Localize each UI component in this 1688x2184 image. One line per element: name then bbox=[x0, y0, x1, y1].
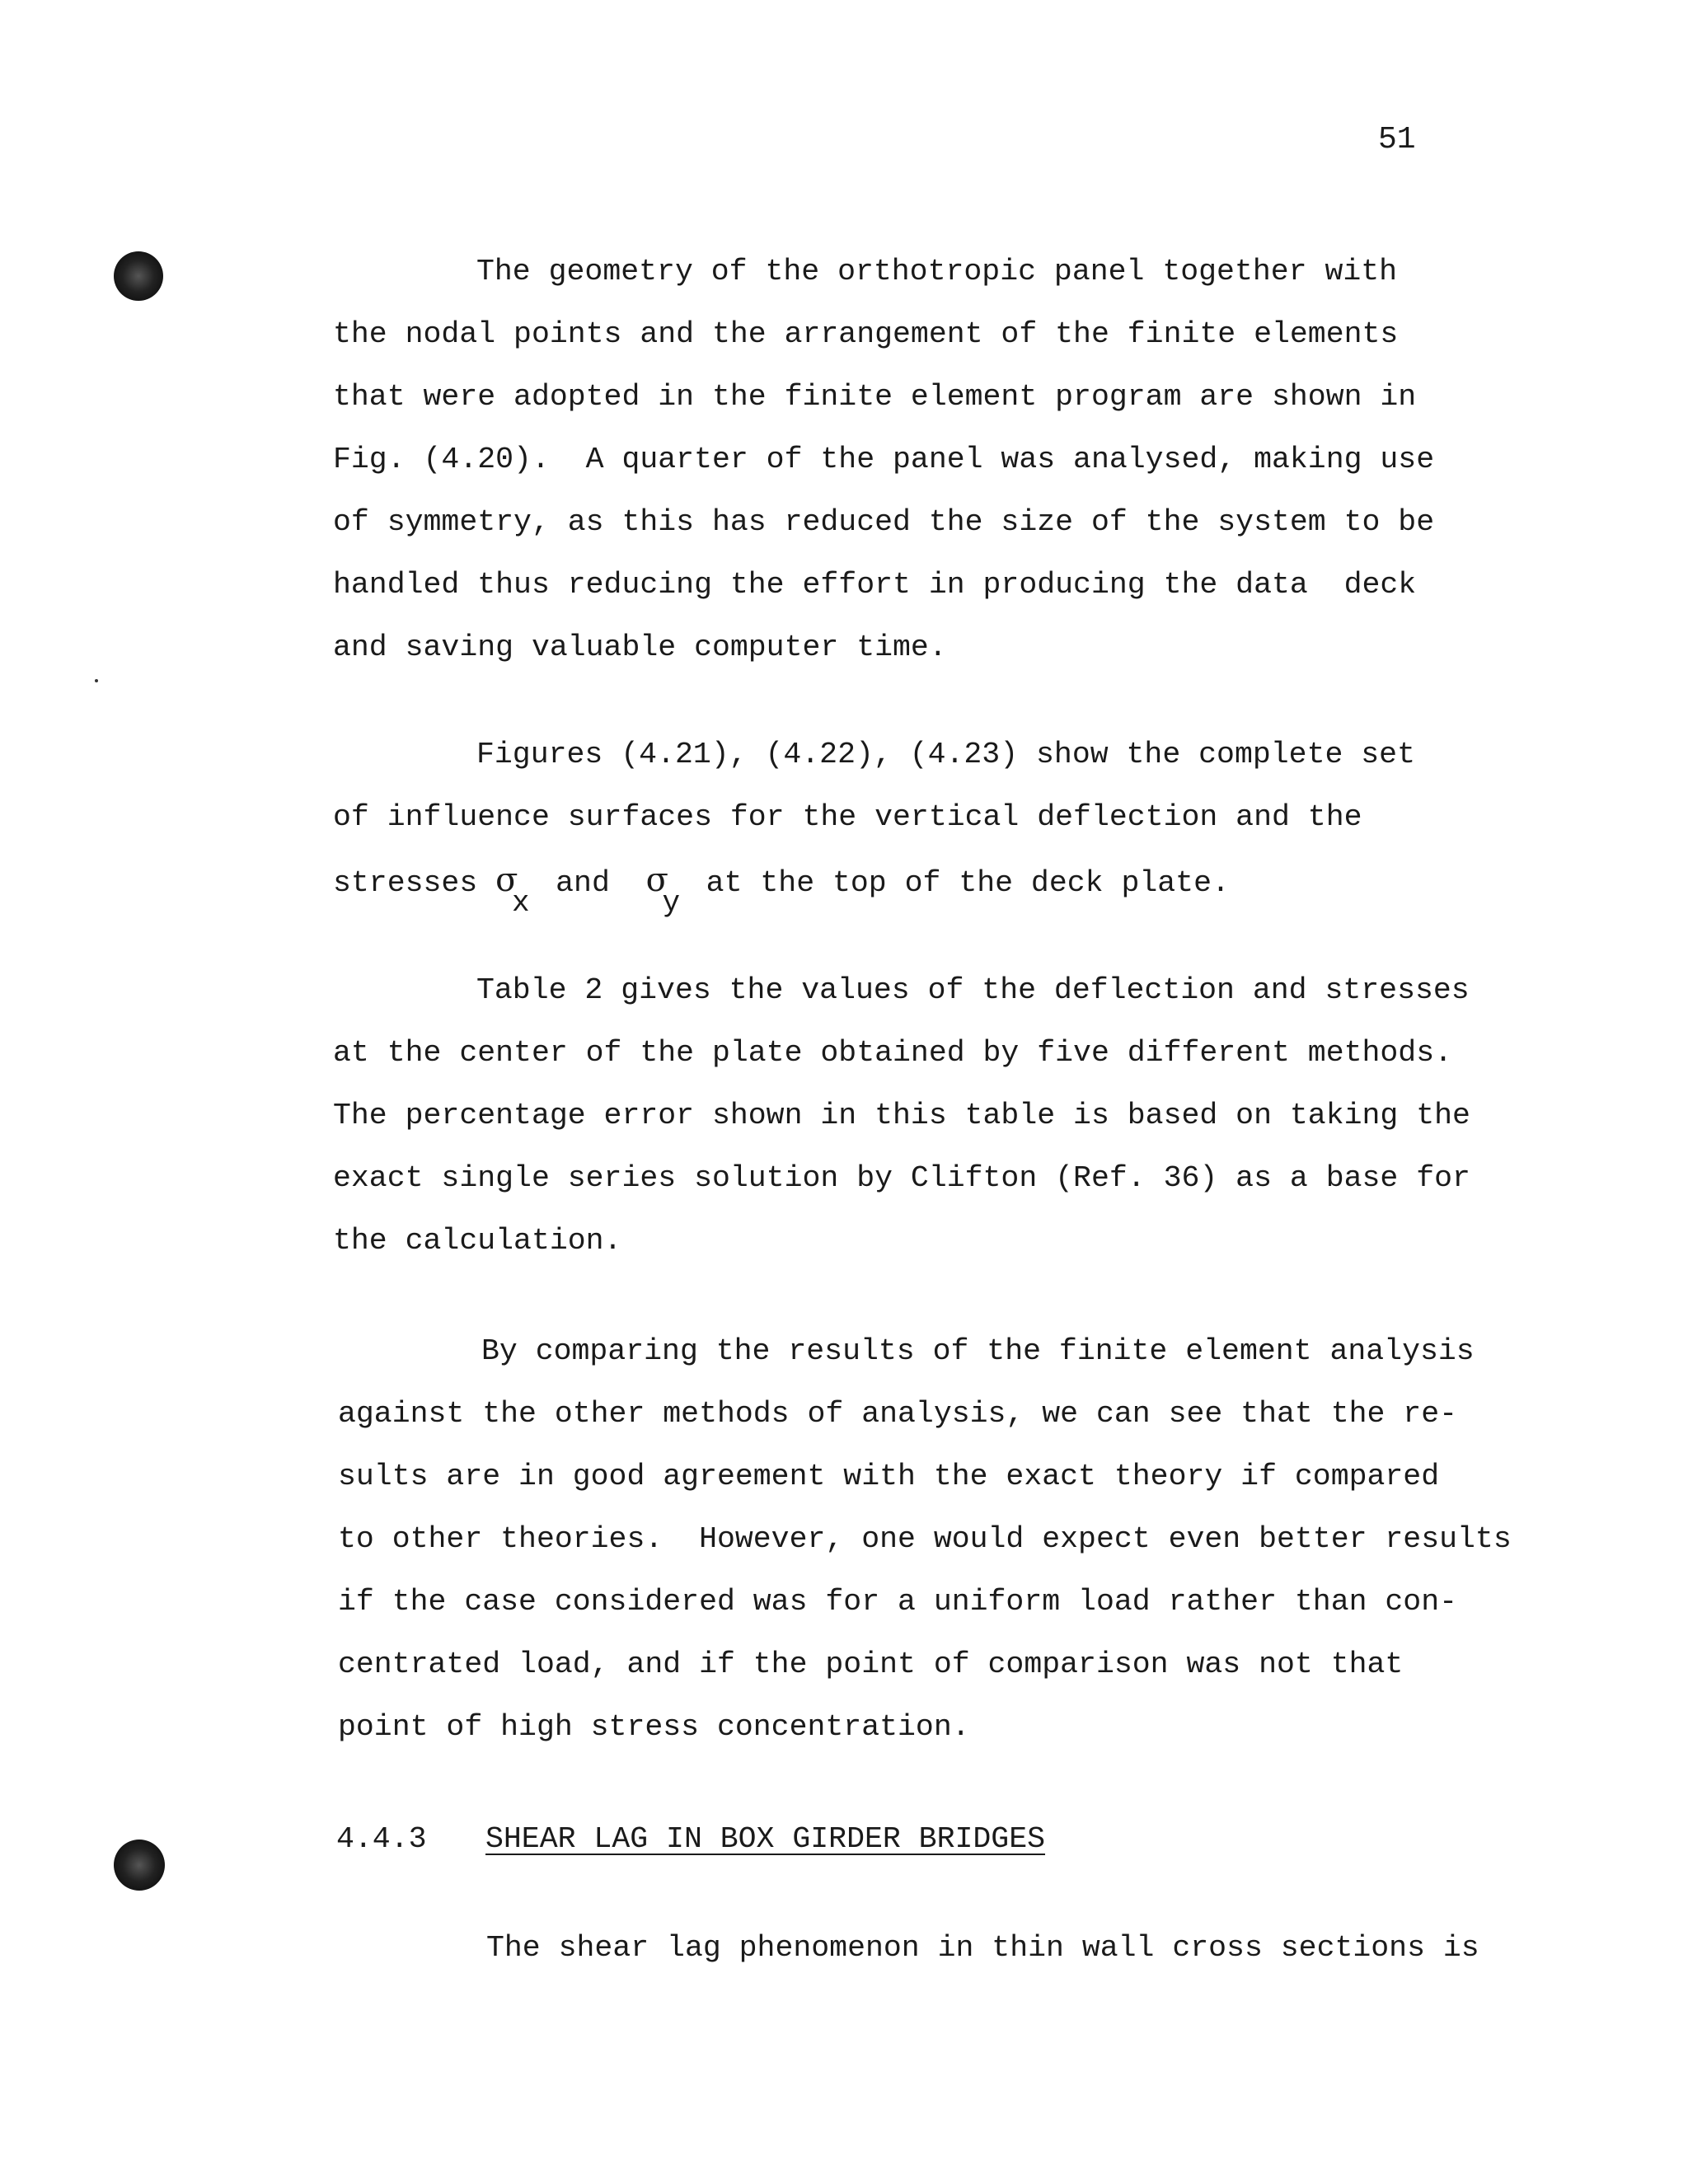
section-number: 4.4.3 bbox=[336, 1822, 427, 1856]
section-title: SHEAR LAG IN BOX GIRDER BRIDGES bbox=[485, 1822, 1046, 1856]
scan-speck bbox=[95, 679, 98, 682]
paragraph-line: The geometry of the orthotropic panel together with bbox=[476, 255, 1398, 288]
paragraph-line: of symmetry, as this has reduced the size of the system to be bbox=[333, 505, 1435, 539]
binding-hole-bottom bbox=[114, 1840, 165, 1891]
paragraph-line: at the center of the plate obtained by five different methods. bbox=[333, 1036, 1453, 1070]
paragraph-line: Fig. (4.20). A quarter of the panel was analysed, making use bbox=[333, 443, 1435, 476]
paragraph-line: and saving valuable computer time. bbox=[333, 630, 947, 664]
paragraph-line: exact single series solution by Clifton (Ref. 36) as a base for bbox=[333, 1161, 1470, 1195]
paragraph-line: Figures (4.21), (4.22), (4.23) show the complete set bbox=[476, 738, 1415, 771]
stress-line-suffix: at the top of the deck plate. bbox=[706, 866, 1230, 900]
stress-line-connector: and bbox=[556, 866, 610, 900]
paragraph-line: against the other methods of analysis, we can see that the re- bbox=[338, 1397, 1458, 1431]
paragraph-line: that were adopted in the finite element program are shown in bbox=[333, 380, 1417, 414]
paragraph-line: The shear lag phenomenon in thin wall cross sections is bbox=[486, 1931, 1479, 1965]
paragraph-line: the nodal points and the arrangement of the finite elements bbox=[333, 317, 1399, 351]
stress-line-prefix: stresses bbox=[333, 866, 478, 900]
paragraph-line: The percentage error shown in this table is based on taking the bbox=[333, 1099, 1470, 1132]
paragraph-line: if the case considered was for a uniform load rather than con- bbox=[338, 1585, 1458, 1619]
binding-hole-top bbox=[114, 251, 163, 301]
sigma-y-symbol: σ y bbox=[645, 861, 681, 921]
paragraph-line: handled thus reducing the effort in producing the data deck bbox=[333, 568, 1417, 602]
paragraph-line: the calculation. bbox=[333, 1224, 622, 1258]
sigma-y-subscript: y bbox=[662, 886, 681, 921]
sigma-x-subscript: x bbox=[511, 886, 530, 921]
paragraph-line: of influence surfaces for the vertical deflection and the bbox=[333, 800, 1362, 834]
sigma-x-symbol: σ x bbox=[495, 861, 530, 921]
stress-line bbox=[333, 861, 1230, 921]
paragraph-line: centrated load, and if the point of comparison was not that bbox=[338, 1647, 1404, 1681]
paragraph-line: sults are in good agreement with the exact theory if compared bbox=[338, 1460, 1440, 1493]
paragraph-line: Table 2 gives the values of the deflection and stresses bbox=[476, 973, 1470, 1007]
paragraph-line: By comparing the results of the finite element analysis bbox=[481, 1334, 1475, 1368]
paragraph-line: point of high stress concentration. bbox=[338, 1710, 970, 1744]
page-number: 51 bbox=[1378, 122, 1416, 157]
paragraph-line: to other theories. However, one would expect even better results bbox=[338, 1522, 1512, 1556]
